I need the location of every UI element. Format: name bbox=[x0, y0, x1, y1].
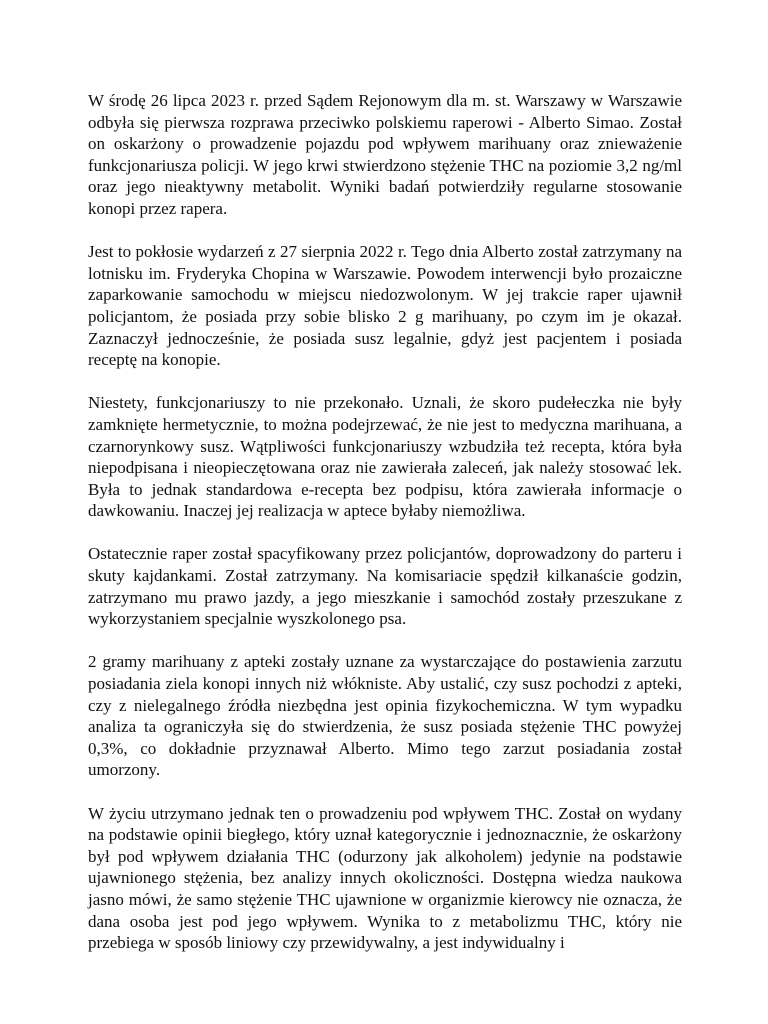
paragraph-2: Jest to pokłosie wydarzeń z 27 sierpnia 2022 r. Tego dnia Alberto został zatrzymany na lotnisku im. Fryderyka Chopina w Warszawie. Powodem interwencji było prozaiczne zaparkowanie samochodu w miejscu niedozwolonym. W jej trakcie raper ujawnił policjantom, że posiada przy sobie blisko 2 g marihuany, po czym im je okazał. Zaznaczył jednocześnie, że posiada susz legalnie, gdyż jest pacjentem i posiada receptę na konopie. bbox=[88, 242, 682, 370]
document-body bbox=[88, 90, 682, 975]
paragraph-6: W życiu utrzymano jednak ten o prowadzeniu pod wpływem THC. Został on wydany na podstawie opinii biegłego, który uznał kategorycznie i jednoznacznie, że oskarżony był pod wpływem działania THC (odurzony jak alkoholem) jedynie na podstawie ujawnionego stężenia, bez analizy innych okoliczności. Dostępna wiedza naukowa jasno mówi, że samo stężenie THC ujawnione w organizmie kierowcy nie oznacza, że dana osoba jest pod jego wpływem. Wynika to z metabolizmu THC, który nie przebiega w sposób liniowy czy przewidywalny, a jest indywidualny i bbox=[88, 803, 682, 953]
paragraph-3: Niestety, funkcjonariuszy to nie przekonało. Uznali, że skoro pudełeczka nie były zamknięte hermetycznie, to można podejrzewać, że nie jest to medyczna marihuana, a czarnorynkowy susz. Wątpliwości funkcjonariuszy wzbudziła też recepta, która była niepodpisana i nieopieczętowana oraz nie zawierała zaleceń, jak należy stosować lek. Była to jednak standardowa e-recepta bez podpisu, która zawierała informacje o dawkowaniu. Inaczej jej realizacja w aptece byłaby niemożliwa. bbox=[88, 393, 682, 521]
paragraph-1: W środę 26 lipca 2023 r. przed Sądem Rejonowym dla m. st. Warszawy w Warszawie odbyła się pierwsza rozprawa przeciwko polskiemu raperowi - Alberto Simao. Został on oskarżony o prowadzenie pojazdu pod wpływem marihuany oraz znieważenie funkcjonariusza policji. W jego krwi stwierdzono stężenie THC na poziomie 3,2 ng/ml oraz jego nieaktywny metabolit. Wyniki badań potwierdziły regularne stosowanie konopi przez rapera. bbox=[88, 91, 682, 218]
paragraph-5: 2 gramy marihuany z apteki zostały uznane za wystarczające do postawienia zarzutu posiadania ziela konopi innych niż włókniste. Aby ustalić, czy susz pochodzi z apteki, czy z nielegalnego źródła niezbędna jest opinia fizykochemiczna. W tym wypadku analiza ta ograniczyła się do stwierdzenia, że susz posiada stężenie THC powyżej 0,3%, co dokładnie przyznawał Alberto. Mimo tego zarzut posiadania został umorzony. bbox=[88, 652, 682, 780]
paragraph-4: Ostatecznie raper został spacyfikowany przez policjantów, doprowadzony do parteru i skuty kajdankami. Został zatrzymany. Na komisariacie spędził kilkanaście godzin, zatrzymano mu prawo jazdy, a jego mieszkanie i samochód zostały przeszukane z wykorzystaniem specjalnie wyszkolonego psa. bbox=[88, 544, 682, 629]
